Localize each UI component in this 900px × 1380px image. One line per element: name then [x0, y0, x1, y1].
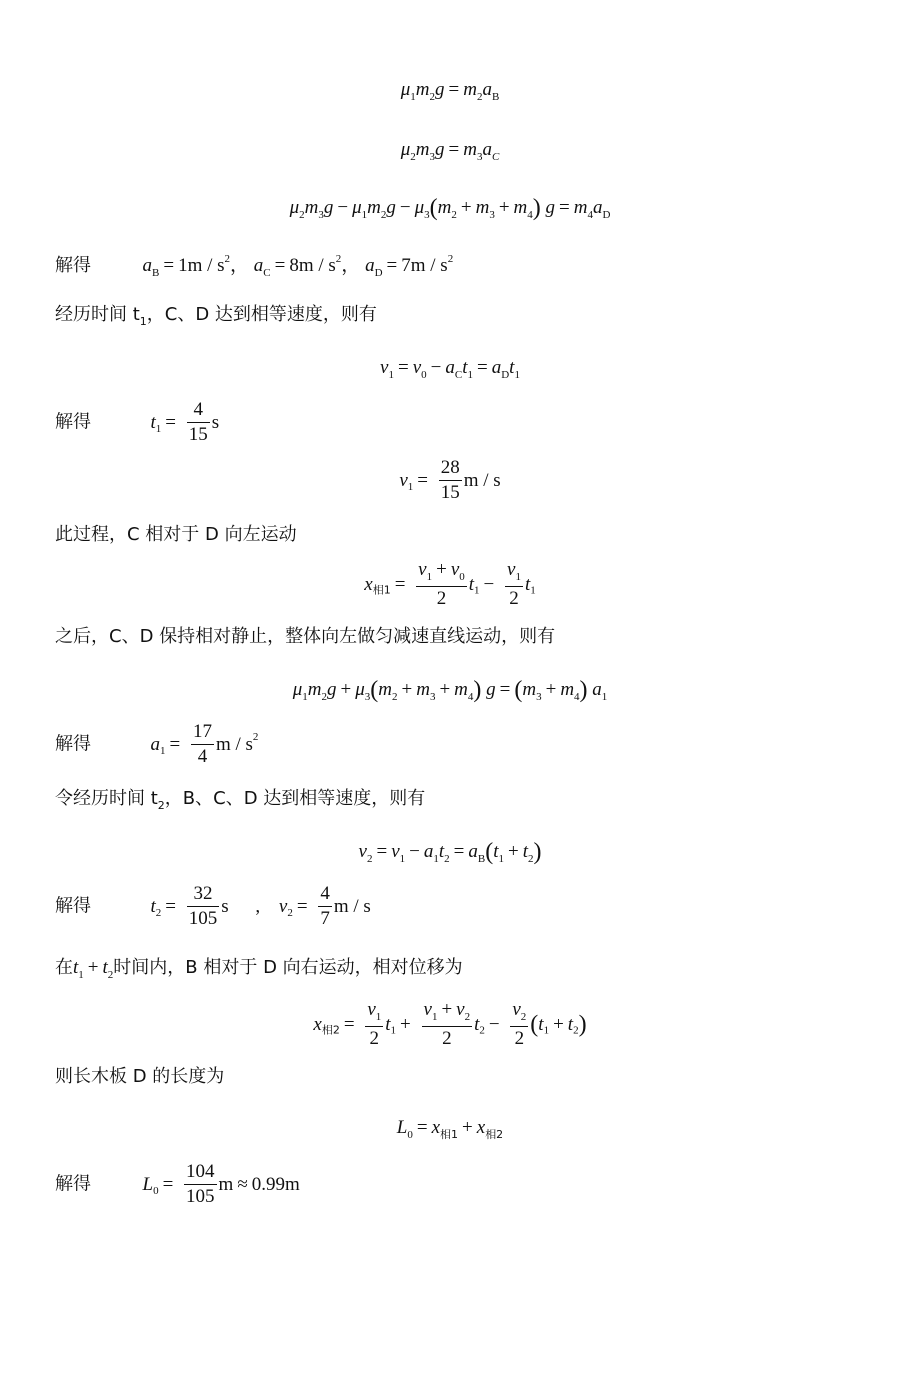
text-after-t1: 经历时间 $t_1$，C、D 达到相等速度，则有: [55, 304, 377, 328]
solution-t1: 解得 $t_1$ = $\frac{4}{15}$ s: [55, 399, 220, 445]
solution-v1: $v_1$ = $\frac{28}{15}$ m / s: [399, 457, 501, 503]
aD-value: 7m / s: [401, 255, 448, 276]
solution-t2-v2: 解得 $t_2$ = $\frac{32}{105}$ s , $v_2$ = $\frac{4}{7}$ m / s: [55, 883, 371, 929]
equation-x-relative-2: $x_{相2}$ = $\frac{v_1}{2}$ $t_1$ + $\frac{v_1 + v_2}{2}$ $t_2$ − $\frac{v_2}{2}$ $(t_1 + t_2)$: [313, 999, 587, 1049]
aB-value: 1m / s: [178, 255, 225, 276]
solution-accelerations: 解得 $a_B = 1m / s^2$， $a_C = 8m / s^2$， $a_D = 7m / s^2$: [55, 253, 454, 279]
equation-1: $\mu_1m_2g = m_2a_B$: [400, 79, 500, 103]
text-length-of-D: 则长木板 D 的长度为: [55, 1066, 225, 1087]
equation-v1: $v_1 = v_0 - a_Ct_1 = a_Dt_1$: [380, 357, 520, 381]
equation-a1: $\mu_1m_2g + \mu_3(m_2 + m_3 + m_4) g = (m_3 + m_4)$ $a_1$: [292, 677, 608, 703]
text-let-t2: 令经历时间 $t_2$，B、C、D 达到相等速度，则有: [55, 788, 426, 812]
solution-a1: 解得 $a_1$ = $\frac{17}{4}$ m / $s^2$: [55, 721, 259, 767]
aC-value: 8m / s: [289, 255, 336, 276]
L0-approx: 0.99m: [251, 1173, 300, 1195]
text-afterwards: 之后，C、D 保持相对静止，整体向左做匀减速直线运动，则有: [55, 626, 556, 647]
equation-2: $\mu_2m_3g = m_3a_C$: [400, 139, 500, 163]
text-process: 此过程，C 相对于 D 向左运动: [55, 524, 297, 545]
equation-3: $\mu_2m_3g - \mu_1m_2g - \mu_3(m_2 + m_3 + m_4) g = m_4a_D$: [289, 195, 611, 221]
jiede-label: 解得: [55, 255, 91, 276]
text-within: 在$t_1 + t_2$时间内，B 相对于 D 向右运动，相对位移为: [55, 957, 463, 981]
equation-v2: $v_2 = v_1 - a_1t_2 = a_B(t_1 + t_2)$: [358, 839, 542, 865]
equation-x-relative-1: $x_{相1}$ = $\frac{v_1 + v_0}{2}$ $t_1$ − $\frac{v_1}{2}$ $t_1$: [364, 559, 536, 609]
solution-L0: 解得 $L_0$ = $\frac{104}{105}$ m ≈ 0.99m: [55, 1161, 300, 1207]
equation-L0: $L_0 = x_{相1} + x_{相2}$: [396, 1117, 504, 1141]
